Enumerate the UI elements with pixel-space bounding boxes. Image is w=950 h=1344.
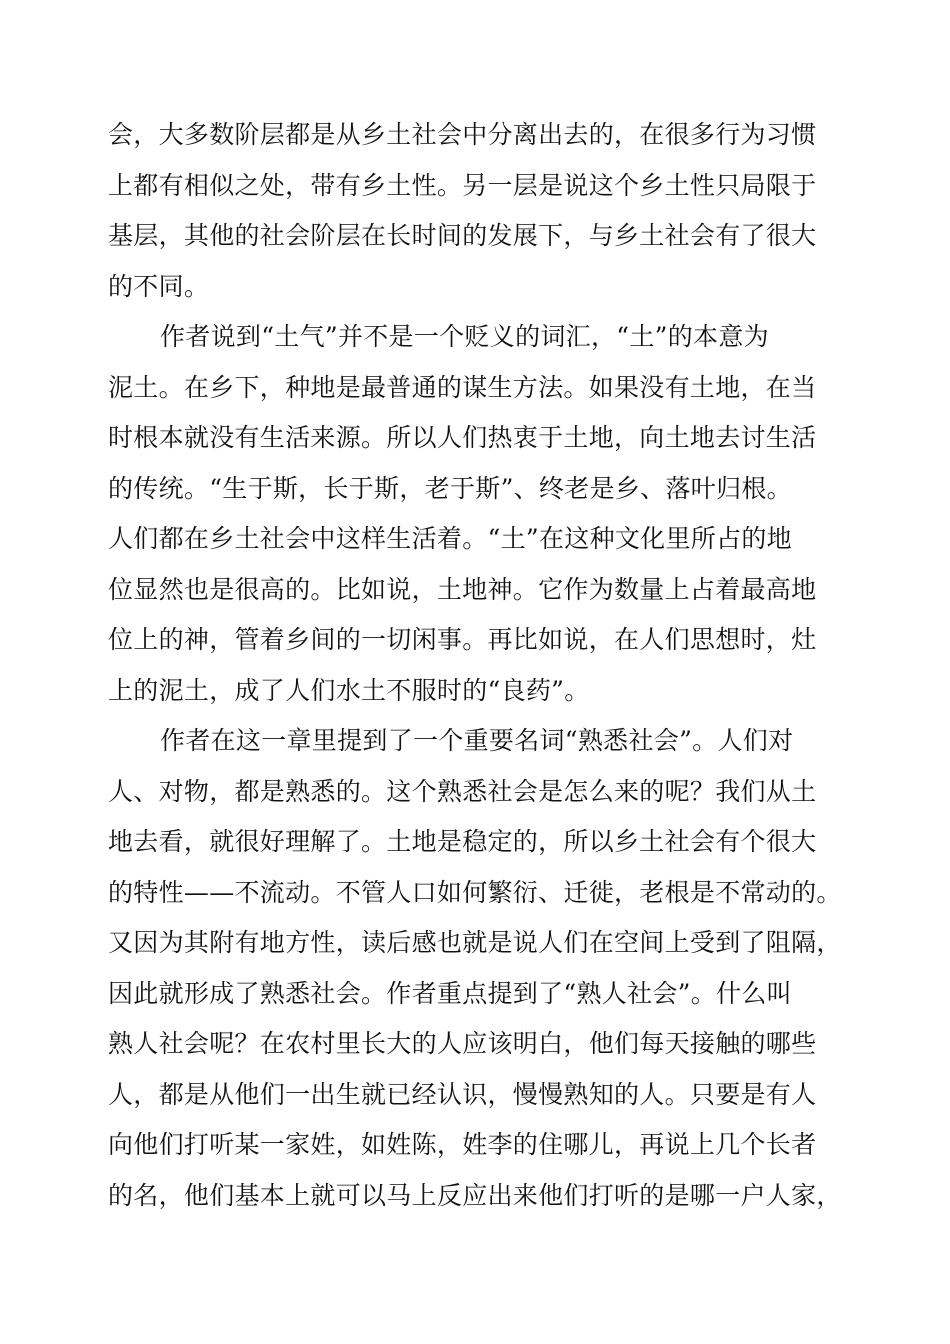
text-line: 上的泥土，成了人们水土不服时的“良药”。 — [108, 675, 590, 705]
text-line: 泥土。在乡下，种地是最普通的谋生方法。如果没有土地，在当 — [108, 372, 817, 402]
text-line: 又因为其附有地方性，读后感也就是说人们在空间上受到了阻隔， — [108, 928, 842, 957]
document-body — [108, 110, 868, 1221]
text-line: 因此就形成了熟悉社会。作者重点提到了“熟人社会”。什么叫 — [108, 978, 792, 1008]
text-line: 时根本就没有生活来源。所以人们热衷于土地，向土地去讨生活 — [108, 423, 817, 452]
text-line: 熟人社会呢？在农村里长大的人应该明白，他们每天接触的哪些 — [108, 1029, 817, 1058]
text-line: 基层，其他的社会阶层在长时间的发展下，与乡土社会有了很大 — [108, 221, 817, 250]
text-line: 的名，他们基本上就可以马上反应出来他们打听的是哪一户人家， — [108, 1180, 842, 1210]
text-line: 位显然也是很高的。比如说，土地神。它作为数量上占着最高地 — [108, 574, 817, 604]
text-line: 作者说到“土气”并不是一个贬义的词汇，“土”的本意为 — [160, 322, 769, 351]
text-line: 人，都是从他们一出生就已经认识，慢慢熟知的人。只要是有人 — [108, 1079, 817, 1109]
text-line: 的不同。 — [108, 271, 210, 301]
text-line: 人、对物，都是熟悉的。这个熟悉社会是怎么来的呢？我们从土 — [108, 776, 817, 806]
text-line: 向他们打听某一家姓，如姓陈，姓李的住哪儿，再说上几个长者 — [108, 1130, 817, 1159]
text-line: 的传统。“生于斯，长于斯，老于斯”、终老是乡、落叶归根。 — [108, 473, 792, 503]
text-line: 会，大多数阶层都是从乡土社会中分离出去的，在很多行为习惯 — [108, 120, 817, 149]
text-line: 作者在这一章里提到了一个重要名词“熟悉社会”。人们对 — [160, 726, 794, 755]
text-line: 人们都在乡土社会中这样生活着。“土”在这种文化里所占的地 — [108, 524, 792, 553]
text-line: 上都有相似之处，带有乡土性。另一层是说这个乡土性只局限于 — [108, 170, 817, 200]
text-line: 位上的神，管着乡间的一切闲事。再比如说，在人们思想时，灶 — [108, 625, 817, 654]
text-line: 的特性——不流动。不管人口如何繁衍、迁徙，老根是不常动的。 — [108, 877, 842, 907]
text-line: 地去看，就很好理解了。土地是稳定的，所以乡土社会有个很大 — [108, 827, 817, 856]
